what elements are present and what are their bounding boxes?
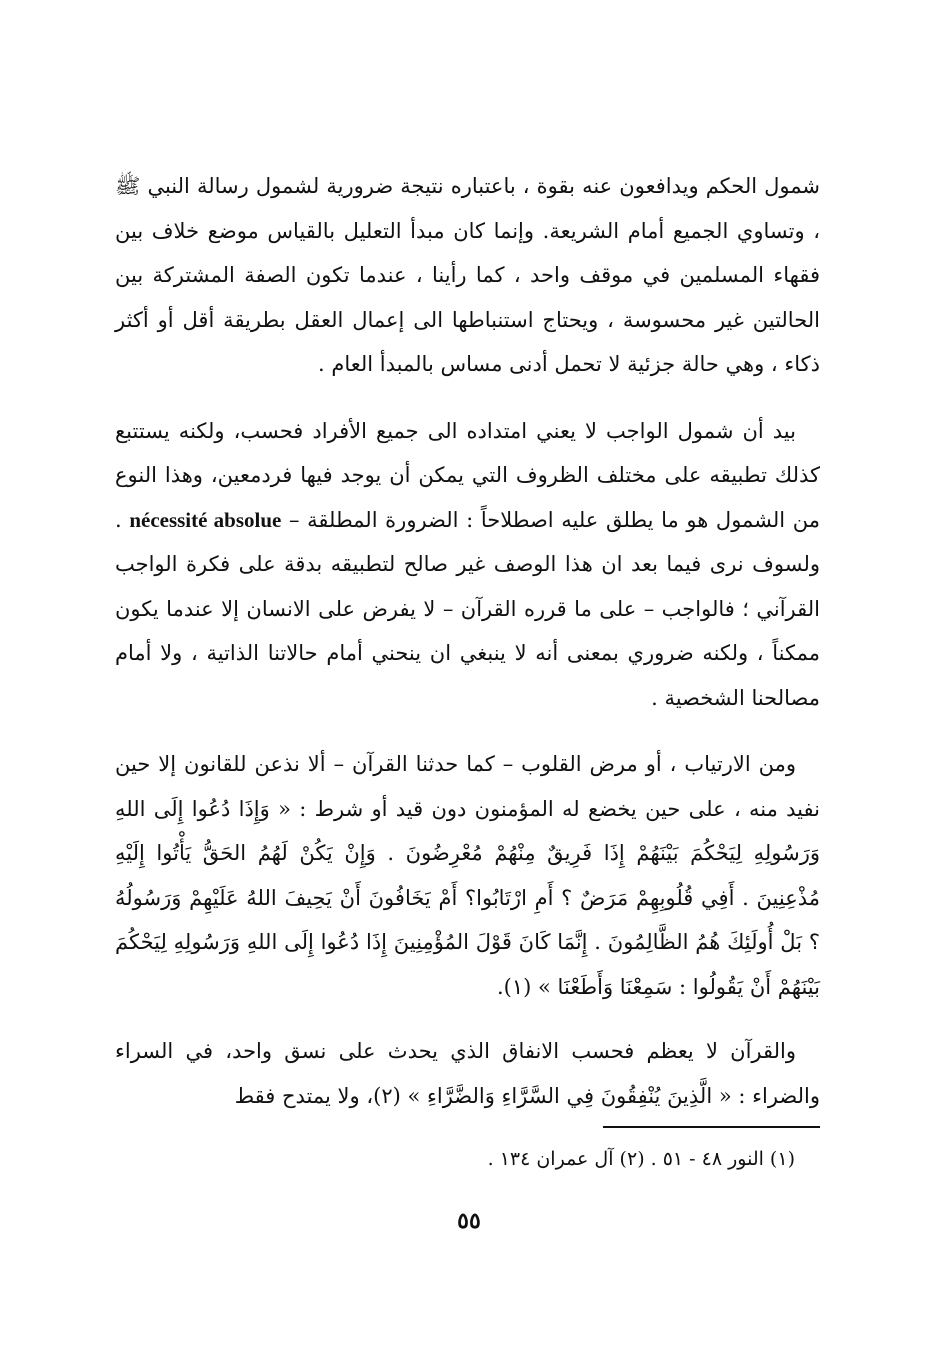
paragraph-1: شمول الحكم ويدافعون عنه بقوة ، باعتباره نتيجة ضرورية لشمول رسالة النبي ﷺ ، وتساوي الجميع أمام الشريعة. وإنما كان مبدأ التعليل بالقياس موضع خلاف بين فقهاء المسلمين في موقف واحد ، كما رأينا ، عندما تكون الصفة المشتركة بين الحالتين غير محسوسة ، ويحتاج استنباطها الى إعمال العقل بطريقة أقل أو أكثر ذكاء ، وهي حالة جزئية لا تحمل أدنى مساس بالمبدأ العام .: [115, 174, 820, 376]
paragraph-5: والقرآن لا يعظم فحسب الانفاق الذي يحدث على نسق واحد، في السراء والضراء : « الَّذِينَ يُنْفِقُونَ فِي السَّرَّاءِ وَالضَّرَّاءِ » (٢)، ولا يمتدح فقط: [115, 1039, 820, 1108]
paragraph-4: [115, 742, 820, 1009]
page-number: ٥٥: [457, 1208, 481, 1234]
paragraph-3-text: ولسوف نرى فيما بعد ان هذا الوصف غير صالح لتطبيقه بدقة على فكرة الواجب القرآني ؛ فالواجب – على ما قرره القرآن – لا يفرض على الانسان إلا عندما يكون ممكناً ، ولكنه ضروري بمعنى أنه لا ينبغي ان ينحني أمام حالاتنا الذاتية ، ولا أمام مصالحنا الشخصية .: [115, 552, 820, 710]
main-text: [115, 164, 820, 1118]
paragraph-4-text: ومن الارتياب ، أو مرض القلوب – كما حدثنا القرآن – ألا نذعن للقانون إلا حين نفيد منه ، على حين يخضع له المؤمنون دون قيد أو شرط :: [115, 752, 820, 821]
quran-quote-1: « وَإِذَا دُعُوا إِلَى اللهِ وَرَسُولِهِ لِيَحْكُمَ بَيْنَهُمْ إِذَا فَرِيقٌ مِنْهُمْ مُعْرِضُونَ . وَإِنْ يَكُنْ لَهُمُ الحَقُّ يَأْتُوا إِلَيْهِ مُذْعِنِينَ . أَفِي قُلُوبِهِمْ مَرَضٌ ؟ أَمِ ارْتَابُوا؟ أَمْ يَخَافُونَ أَنْ يَحِيفَ اللهُ عَلَيْهِمْ وَرَسُولُهُ ؟ بَلْ أُولَئِكَ هُمُ الظَّالِمُونَ . إِنَّمَا كَانَ قَوْلَ المُؤْمِنِينَ إِذَا دُعُوا إِلَى اللهِ وَرَسُولِهِ لِيَحْكُمَ بَيْنَهُمْ أَنْ يَقُولُوا : سَمِعْنَا وَأَطَعْنَا » (١).: [115, 796, 820, 999]
paragraph-2: [115, 409, 820, 721]
paragraph-2-text: بيد أن شمول الواجب لا يعني امتداده الى جميع الأفراد فحسب، ولكنه يستتبع كذلك تطبيقه على مختلف الظروف التي يمكن أن يوجد فيها فردمعين، وهذا النوع من الشمول هو ما يطلق عليه اصطلاحاً : الضرورة المطلقة –: [115, 418, 821, 532]
sentence-end: .: [115, 507, 130, 532]
latin-term: nécessité absolue: [129, 507, 282, 532]
footnote-divider: [603, 1126, 820, 1128]
footnotes: (١) النور ٤٨ - ٥١ . (٢) آل عمران ١٣٤ .: [487, 1148, 795, 1170]
